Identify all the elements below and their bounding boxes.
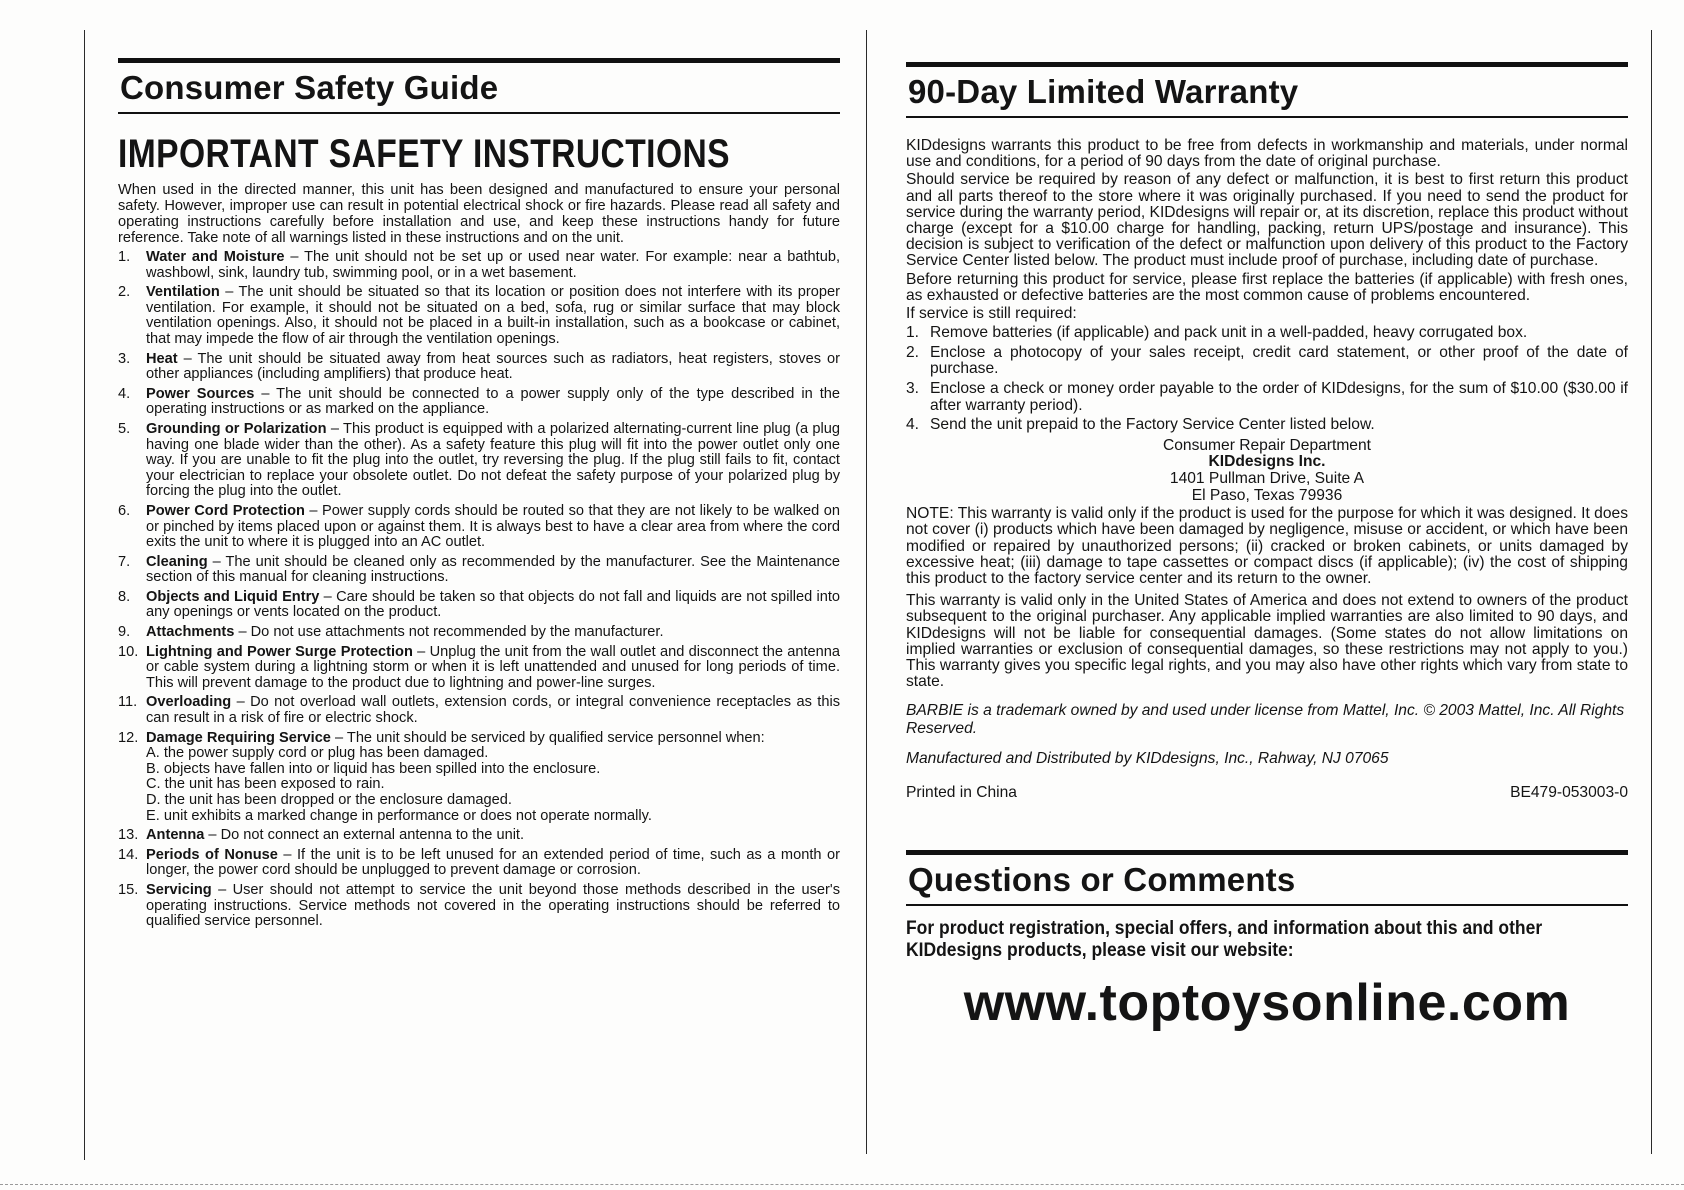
service-step-number: 3. — [906, 380, 920, 398]
safety-item-number: 14. — [118, 846, 139, 863]
warranty-paragraph: Before returning this product for service, please first replace the batteries (if applicable) with fresh ones, as exhausted or defective batteries are the most common cause of problems encountered. — [906, 270, 1628, 304]
left-margin-line — [84, 30, 85, 1160]
safety-item-text: – This product is equipped with a polarized alternating-current line plug (a plug having one blade wider than the other). As a safety feature this plug will fit into the power outlet only one way. If you are unable to fit the plug into the outlet, try reversing the plug. If the plug still fails to fit, contact your electrician to replace your obsolete outlet. Do not defeat the safety purpose of your polarized plug by forcing the plug into the outlet. — [146, 420, 840, 500]
safety-item-title: Objects and Liquid Entry — [146, 588, 320, 605]
safety-item-number: 6. — [118, 502, 131, 519]
bottom-edge — [0, 1184, 1684, 1185]
questions-text: For product registration, special offers, and information about this and other KIDdesigns products, please visit our website: — [906, 918, 1543, 962]
safety-item — [118, 352, 840, 383]
safety-item-title: Power Cord Protection — [146, 502, 305, 519]
printed-in: Printed in China — [906, 784, 1017, 802]
safety-item-number: 7. — [118, 553, 131, 570]
safety-item-text: – Do not connect an external antenna to the unit. — [204, 827, 525, 844]
safety-item-title: Cleaning — [146, 553, 208, 570]
safety-item-title: Attachments — [146, 624, 235, 641]
safety-item-title: Power Sources — [146, 385, 255, 402]
right-margin-line — [1651, 30, 1652, 1154]
trademark-notice: BARBIE is a trademark owned by and used under license from Mattel, Inc. © 2003 Mattel, Inc. All Rights Reserved. — [906, 702, 1625, 738]
safety-item-text: – The unit should be serviced by qualified service personnel when: — [330, 729, 765, 746]
safety-item — [118, 422, 840, 500]
safety-item — [118, 555, 840, 586]
safety-item-number: 11. — [118, 694, 138, 711]
safety-item-text: – Power supply cords should be routed so that they are not likely to be walked on or pinched by items placed upon or against them. It is always best to have a clear area from where the cord exits the unit to where it is plugged into an AC outlet. — [146, 502, 840, 551]
safety-item-number: 4. — [118, 385, 131, 402]
important-safety-title: IMPORTANT SAFETY INSTRUCTIONS — [118, 132, 731, 176]
safety-item-number: 10. — [118, 643, 139, 660]
safety-item-title: Ventilation — [146, 284, 220, 301]
safety-item-text: – Do not overload wall outlets, extension cords, or integral convenience receptacles as this can result in a risk of fire or electric shock. — [146, 694, 840, 727]
service-step — [906, 381, 1628, 414]
warranty-paragraph: KIDdesigns warrants this product to be free from defects in workmanship and materials, under normal use and conditions, for a period of 90 days from the date of original purchase. — [906, 137, 1628, 171]
safety-item — [118, 285, 840, 347]
service-step — [906, 325, 1628, 342]
safety-item — [118, 387, 840, 418]
address-line: El Paso, Texas 79936 — [1191, 486, 1343, 504]
service-step-number: 2. — [906, 343, 920, 361]
safety-item — [118, 828, 840, 844]
address-company: KIDdesigns Inc. — [1208, 453, 1326, 471]
safety-item-number: 1. — [118, 249, 131, 265]
safety-item-title: Heat — [146, 350, 178, 367]
service-step-number: 1. — [906, 324, 920, 342]
safety-item-number: 5. — [118, 420, 131, 437]
manufacturer-notice: Manufactured and Distributed by KIDdesigns, Inc., Rahway, NJ 07065 — [906, 750, 1389, 768]
safety-item — [118, 883, 840, 930]
safety-item-title: Overloading — [146, 694, 232, 711]
service-step-text: Remove batteries (if applicable) and pack unit in a well-padded, heavy corrugated box. — [930, 324, 1528, 342]
section-title-safety: Consumer Safety Guide — [118, 58, 840, 114]
warranty-paragraph: This warranty is valid only in the United States of America and does not extend to owners of the product subsequent to the original purchaser. Any applicable implied warranties are also limited to 90 days, and KIDdesigns will not be liable for consequential damages. (Some states do not allow limitations on implied warranties or exclusion of consequential damages, so these restrictions may not apply to you.) This warranty gives you specific legal rights, and you may also have other rights which vary from state to state. — [906, 592, 1628, 691]
safety-item-text: – Care should be taken so that objects do not fall and liquids are not spilled into any openings or vents located on the product. — [146, 588, 840, 621]
safety-item-text: – The unit should be situated so that its location or position does not interfere with its proper ventilation. For example, it should not be situated on a bed, sofa, rug or similar surface that may block ventilation openings. Also, it should not be placed in a built-in installation, such as a bookcase or cabinet, that may impede the flow of air through the ventilation openings. — [146, 284, 840, 347]
safety-item-text: – The unit should not be set up or used near water. For example: near a bathtub, washbowl, sink, laundry tub, swimming pool, or in a wet basement. — [146, 249, 840, 281]
safety-item-text: – The unit should be cleaned only as recommended by the manufacturer. See the Maintenance section of this manual for cleaning instructions. — [146, 553, 840, 586]
safety-item-title: Water and Moisture — [146, 249, 285, 265]
damage-condition: A. the power supply cord or plug has been damaged. — [146, 745, 489, 762]
safety-list — [118, 250, 840, 930]
product-code: BE479-053003-0 — [1510, 784, 1628, 802]
safety-item-number: 8. — [118, 588, 131, 605]
safety-item — [118, 590, 840, 621]
service-address — [906, 438, 1628, 504]
warranty-paragraph: Should service be required by reason of any defect or malfunction, it is best to first return this product and all parts thereof to the store where it was originally purchased. If you need to send the product for service during the warranty period, KIDdesigns will repair or, at its discretion, replace this product without charge (except for a $10.00 charge for handling, packing, return UPS/postage and insurance). This decision is subject to verification of the defect or malfunction upon delivery of this product to the Factory Service Center listed below. The product must include proof of purchase, including date of purchase. — [906, 171, 1628, 270]
warranty-paragraph: If service is still required: — [906, 305, 1077, 323]
safety-item-title: Periods of Nonuse — [146, 846, 278, 863]
warranty-page — [906, 62, 1628, 1032]
safety-item-number: 13. — [118, 827, 139, 844]
safety-item-text: – If the unit is to be left unused for an extended period of time, such as a month or longer, the power cord should be unplugged to prevent damage or corrosion. — [146, 846, 840, 879]
consumer-safety-page — [118, 58, 840, 930]
damage-condition: E. unit exhibits a marked change in performance or does not operate normally. — [146, 807, 652, 824]
safety-item-text: – User should not attempt to service the unit beyond those methods described in the user's operating instructions. Service methods not covered in the operating instructions should be referred to qualified service personnel. — [146, 881, 840, 930]
website-url[interactable]: www.toptoysonline.com — [963, 974, 1571, 1033]
safety-item — [118, 625, 840, 641]
service-step-text: Send the unit prepaid to the Factory Service Center listed below. — [930, 416, 1375, 434]
damage-condition: B. objects have fallen into or liquid has been spilled into the enclosure. — [146, 760, 601, 777]
safety-item — [118, 250, 840, 281]
safety-item-title: Lightning and Power Surge Protection — [146, 643, 413, 660]
safety-item-title: Antenna — [146, 827, 205, 844]
section-title-warranty: 90-Day Limited Warranty — [906, 62, 1628, 118]
damage-condition: D. the unit has been dropped or the enclosure damaged. — [146, 792, 512, 808]
damage-condition: C. the unit has been exposed to rain. — [146, 776, 385, 793]
safety-item-title: Damage Requiring Service — [146, 729, 331, 746]
service-step-text: Enclose a photocopy of your sales receipt, credit card statement, or other proof of the date of purchase. — [930, 343, 1628, 378]
safety-item-text: – The unit should be situated away from heat sources such as radiators, heat registers, stoves or other appliances (including amplifiers) that produce heat. — [146, 350, 840, 383]
safety-item-number: 2. — [118, 284, 131, 301]
service-steps — [906, 325, 1628, 434]
service-step-number: 4. — [906, 416, 920, 434]
safety-item-number: 12. — [118, 729, 139, 746]
safety-item-number: 3. — [118, 350, 131, 367]
safety-item — [118, 695, 840, 726]
safety-intro: When used in the directed manner, this unit has been designed and manufactured to ensure your personal safety. However, improper use can result in potential electrical shock or fire hazards. Please read all safety and operating instructions carefully before installation and use, and keep these instructions handy for future reference. Take note of all warnings listed in these instructions and on the unit. — [118, 182, 840, 246]
service-step — [906, 345, 1628, 378]
safety-item-number: 15. — [118, 881, 139, 898]
damage-conditions-list — [146, 746, 840, 824]
safety-item-title: Servicing — [146, 881, 212, 898]
address-line: Consumer Repair Department — [1162, 436, 1371, 454]
safety-item — [118, 504, 840, 551]
safety-item — [118, 848, 840, 879]
print-info — [906, 784, 1628, 802]
warranty-note: NOTE: This warranty is valid only if the product is used for the purpose for which it was designed. It does not cover (i) products which have been damaged by negligence, misuse or accident, or which have been modified or repaired by unauthorized persons; (ii) cracked or broken cabinets, or units damaged by excessive heat; (iii) damage to tape cassettes or compact discs (if applicable); (iv) the cost of shipping this product to the factory service center and its return to the owner. — [906, 505, 1628, 587]
safety-item-number: 9. — [118, 624, 131, 641]
safety-item-text: – The unit should be connected to a power supply only of the type described in the operating instructions or as marked on the appliance. — [146, 385, 841, 418]
service-step-text: Enclose a check or money order payable to the order of KIDdesigns, for the sum of $10.00 ($30.00 if after warranty period). — [930, 380, 1628, 414]
address-line: 1401 Pullman Drive, Suite A — [1169, 469, 1365, 487]
section-title-questions: Questions or Comments — [906, 850, 1628, 906]
safety-item — [118, 731, 840, 825]
service-step — [906, 417, 1628, 434]
safety-item-text: – Do not use attachments not recommended by the manufacturer. — [234, 624, 664, 641]
safety-item-title: Grounding or Polarization — [146, 420, 327, 437]
safety-item-text: – Unplug the unit from the wall outlet and disconnect the antenna or cable system during a lightning storm or when it is left unattended and unused for long periods of time. This will prevent damage to the product due to lightning and power-line surges. — [146, 643, 840, 691]
center-fold-line — [866, 30, 867, 1154]
safety-item — [118, 645, 840, 692]
